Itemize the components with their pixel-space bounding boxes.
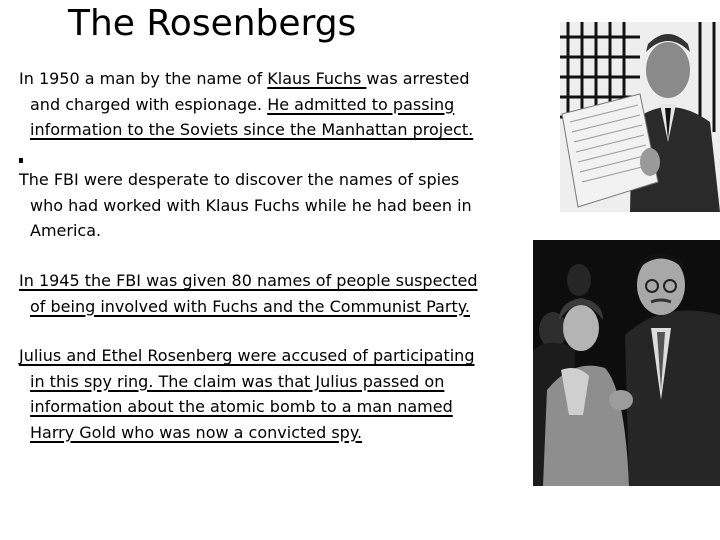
rosenbergs-photo — [533, 240, 720, 486]
underlined-segment: Julius and Ethel Rosenberg were accused of participating — [19, 346, 475, 365]
underlined-segment: Klaus Fuchs — [267, 69, 367, 88]
text-segment: In 1950 a man by the name of — [19, 69, 268, 88]
text-line — [19, 117, 473, 143]
text-line — [19, 294, 477, 320]
underlined-segment: Harry Gold who was now a convicted spy. — [30, 422, 363, 442]
underlined-segment: In 1945 the FBI was given 80 names of people suspected — [19, 271, 478, 290]
text-line: America. — [30, 221, 102, 240]
text-line: The FBI were desperate to discover the names of spies — [19, 170, 460, 189]
rosenbergs-photo-graphic — [533, 240, 720, 486]
text-segment: and charged with espionage. — [30, 94, 268, 114]
underlined-segment: information about the atomic bomb to a man named — [30, 397, 453, 416]
text-line — [19, 268, 477, 294]
underlined-segment: in this spy ring. The claim was that Julius passed on — [30, 371, 445, 391]
text-line — [19, 394, 474, 420]
paragraph-1945-names — [19, 268, 477, 319]
text-line — [19, 369, 474, 395]
text-segment: was arrested — [366, 69, 470, 88]
text-line — [19, 66, 473, 92]
bullet-mark — [19, 158, 23, 163]
underlined-segment: He admitted to passing — [267, 94, 455, 114]
text-line — [19, 343, 474, 369]
klaus-fuchs-photo — [560, 22, 720, 212]
slide-title: The Rosenbergs — [68, 3, 357, 44]
text-line — [19, 92, 473, 118]
underlined-segment: information to the Soviets since the Manhattan project. — [30, 120, 474, 139]
text-line: who had worked with Klaus Fuchs while he had been in — [30, 195, 472, 215]
klaus-fuchs-photo-graphic — [560, 22, 720, 212]
paragraph-klaus-fuchs — [19, 66, 473, 143]
paragraph-rosenbergs-accused — [19, 343, 474, 445]
paragraph-fbi-desperate — [19, 167, 472, 244]
underlined-segment: of being involved with Fuchs and the Communist Party. — [30, 296, 470, 316]
text-line — [19, 420, 474, 446]
